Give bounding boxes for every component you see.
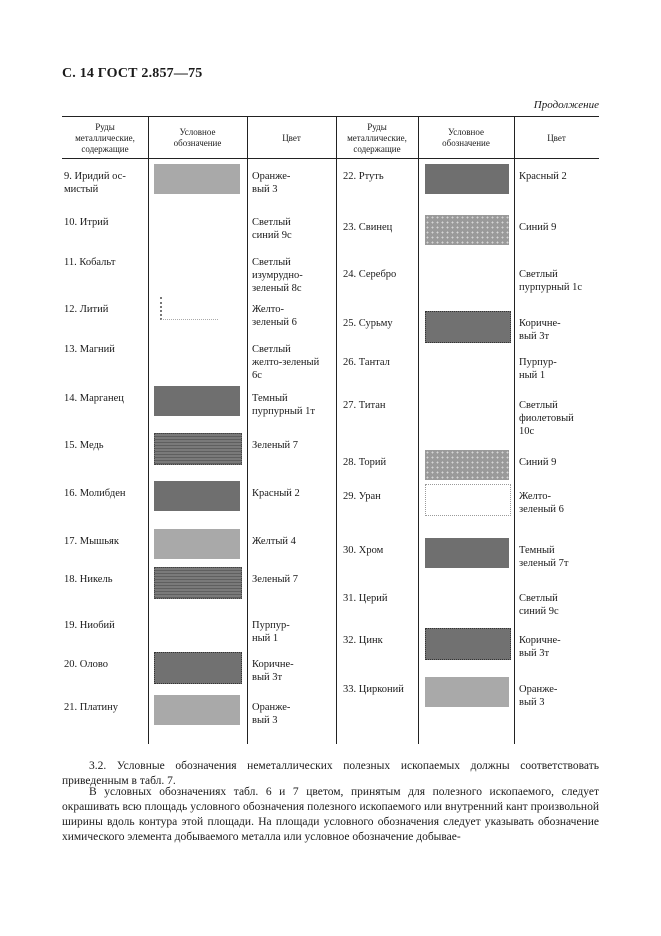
color-name-line: Светлый: [252, 344, 291, 355]
ore-name-line: 27. Титан: [343, 400, 386, 411]
color-name-line: Светлый: [519, 400, 558, 411]
color-name-line: вый 3: [252, 184, 278, 195]
ore-name-line: 9. Иридий ос-: [64, 171, 126, 182]
color-name-line: вый 3т: [519, 648, 550, 659]
color-name-line: Желто-: [252, 304, 284, 315]
color-name: [252, 619, 336, 645]
ore-name: [64, 392, 148, 405]
color-name-line: вый 3: [252, 715, 278, 726]
color-name-line: желто-зеленый: [252, 357, 320, 368]
symbol-swatch: [154, 164, 240, 194]
color-name-line: Светлый: [519, 269, 558, 280]
ore-name-line: 10. Итрий: [64, 217, 109, 228]
ore-name-line: 31. Церий: [343, 593, 388, 604]
color-name: [252, 535, 336, 548]
color-name-line: Пурпур-: [519, 357, 557, 368]
color-name: [252, 392, 336, 418]
ore-name: [64, 535, 148, 548]
color-name-line: Светлый: [252, 257, 291, 268]
symbol-swatch: [425, 215, 509, 245]
ore-name-line: 30. Хром: [343, 545, 384, 556]
color-name-line: вый 3т: [519, 331, 550, 342]
color-name-line: Оранже-: [252, 702, 291, 713]
color-name-line: Светлый: [252, 217, 291, 228]
ore-name: [64, 256, 148, 269]
symbol-swatch: [425, 484, 511, 516]
color-name: [252, 573, 336, 586]
ore-name-line: мистый: [64, 184, 99, 195]
symbol-swatch: [425, 164, 509, 194]
color-name: [519, 544, 599, 570]
color-name-line: Зеленый 7: [252, 574, 298, 585]
ore-name: [64, 619, 148, 632]
ore-name: [343, 683, 418, 696]
ore-name: [64, 487, 148, 500]
color-name-line: вый 3т: [252, 672, 283, 683]
color-name: [252, 439, 336, 452]
color-name: [519, 268, 599, 294]
color-name-line: зеленый 6: [519, 504, 564, 515]
color-name-line: Коричне-: [519, 635, 561, 646]
ore-name-line: 24. Серебро: [343, 269, 397, 280]
ore-name: [64, 658, 148, 671]
table-header-rule: [62, 158, 599, 159]
column-divider: [247, 116, 248, 744]
ore-name: [64, 343, 148, 356]
symbol-swatch: [154, 386, 240, 416]
ore-name-line: 11. Кобальт: [64, 257, 116, 268]
color-name: [252, 170, 336, 196]
ore-name-line: 32. Цинк: [343, 635, 383, 646]
ore-name-line: 14. Марганец: [64, 393, 124, 404]
color-name: [519, 399, 599, 438]
ore-name-line: 15. Медь: [64, 440, 104, 451]
color-name: [252, 256, 336, 295]
ore-name-line: 33. Цирконий: [343, 684, 404, 695]
table-top-rule: [62, 116, 599, 117]
color-name: [519, 490, 599, 516]
color-name-line: Синий 9: [519, 457, 557, 468]
header-symbol-right: Условное обозначение: [442, 127, 490, 148]
color-name: [519, 221, 599, 234]
color-name-line: изумрудно-: [252, 270, 303, 281]
ore-name: [343, 170, 418, 183]
column-divider: [336, 116, 337, 744]
color-name-line: зеленый 7т: [519, 558, 569, 569]
ore-name-line: 22. Ртуть: [343, 171, 384, 182]
color-name: [252, 216, 336, 242]
header-color-left: Цвет: [282, 132, 301, 143]
ore-name: [343, 268, 418, 281]
color-name: [252, 701, 336, 727]
color-name-line: синий 9с: [252, 230, 292, 241]
color-name-line: зеленый 6: [252, 317, 297, 328]
color-name-line: 10с: [519, 426, 535, 437]
symbol-swatch: [425, 538, 509, 568]
symbol-swatch: [154, 695, 240, 725]
ore-name: [64, 439, 148, 452]
color-name-line: зеленый 8с: [252, 283, 302, 294]
ore-name-line: 17. Мышьяк: [64, 536, 119, 547]
ore-name: [343, 544, 418, 557]
color-name: [519, 170, 599, 183]
paragraph-3-2: 3.2. Условные обозначения неметаллических полезных ископаемых должны соответствовать приведенным в табл. 7.: [62, 760, 599, 787]
symbol-swatch: [425, 311, 511, 343]
ore-name: [343, 490, 418, 503]
column-divider: [418, 116, 419, 744]
color-name: [519, 634, 599, 660]
color-name-line: Желтый 4: [252, 536, 296, 547]
color-name: [519, 592, 599, 618]
ore-name: [343, 456, 418, 469]
color-name-line: Синий 9: [519, 222, 557, 233]
color-name: [519, 317, 599, 343]
color-name-line: Желто-: [519, 491, 551, 502]
color-name-line: ный 1: [252, 633, 279, 644]
symbol-swatch: [425, 677, 509, 707]
header-symbol-left: Условное обозначение: [173, 127, 222, 148]
ore-name: [64, 303, 148, 316]
page-header: С. 14 ГОСТ 2.857—75: [62, 66, 203, 81]
symbol-swatch: [425, 450, 509, 480]
color-name: [519, 683, 599, 709]
ore-name: [343, 592, 418, 605]
ore-name-line: 28. Торий: [343, 457, 387, 468]
paragraph-colors: В условных обозначениях табл. 6 и 7 цветом, принятым для полезного ископаемого, следует окрашивать всю площадь условного обозначения полезного ископаемого или внутренний кант произвольной ширины вдоль контура этой площади. На площади условного обозначения следует указывать обозначение химического элемента добываемого металла или условное обозначение добывае-: [62, 786, 599, 843]
color-name-line: Пурпур-: [252, 620, 290, 631]
column-divider: [514, 116, 515, 744]
ore-name-line: 18. Никель: [64, 574, 113, 585]
symbol-swatch: [425, 628, 511, 660]
ore-name: [64, 216, 148, 229]
header-color-right: Цвет: [547, 132, 566, 143]
continuation-label: Продолжение: [533, 99, 599, 111]
ore-name: [343, 221, 418, 234]
ore-name: [343, 356, 418, 369]
ore-name-line: 19. Ниобий: [64, 620, 115, 631]
color-name: [252, 658, 336, 684]
color-name-line: Оранже-: [252, 171, 291, 182]
color-name: [252, 303, 336, 329]
color-name-line: Коричне-: [519, 318, 561, 329]
color-name: [252, 343, 336, 382]
symbol-swatch: [154, 433, 242, 465]
ore-name-line: 23. Свинец: [343, 222, 393, 233]
ore-name: [343, 317, 418, 330]
color-name-line: пурпурный 1т: [252, 406, 315, 417]
color-name-line: Красный 2: [252, 488, 300, 499]
ore-name: [343, 399, 418, 412]
color-name-line: ный 1: [519, 370, 546, 381]
color-name: [252, 487, 336, 500]
color-name-line: фиолетовый: [519, 413, 574, 424]
symbol-swatch: [154, 529, 240, 559]
ore-name-line: 29. Уран: [343, 491, 381, 502]
ore-name-line: 25. Сурьму: [343, 318, 393, 329]
color-name: [519, 356, 599, 382]
color-name-line: Темный: [519, 545, 555, 556]
color-name-line: 6с: [252, 370, 262, 381]
ore-name-line: 16. Молибден: [64, 488, 126, 499]
color-name-line: вый 3: [519, 697, 545, 708]
color-name-line: Красный 2: [519, 171, 567, 182]
symbol-swatch: [154, 652, 242, 684]
ore-name: [64, 573, 148, 586]
color-name-line: пурпурный 1с: [519, 282, 583, 293]
ore-name-line: 21. Платину: [64, 702, 119, 713]
ore-name: [343, 634, 418, 647]
color-name: [519, 456, 599, 469]
color-name-line: Оранже-: [519, 684, 558, 695]
ore-name-line: 12. Литий: [64, 304, 109, 315]
header-ore-right: Руды металлические, содержащие: [347, 121, 407, 154]
color-name-line: Темный: [252, 393, 288, 404]
color-name-line: Коричне-: [252, 659, 294, 670]
symbol-swatch: [160, 297, 218, 320]
ore-name: [64, 701, 148, 714]
ore-name-line: 13. Магний: [64, 344, 115, 355]
header-ore-left: Руды металлические, содержащие: [75, 121, 135, 154]
symbol-swatch: [154, 567, 242, 599]
ore-name: [64, 170, 148, 196]
ore-name-line: 20. Олово: [64, 659, 108, 670]
color-name-line: Светлый: [519, 593, 558, 604]
column-divider: [148, 116, 149, 744]
color-name-line: Зеленый 7: [252, 440, 298, 451]
ore-name-line: 26. Тантал: [343, 357, 390, 368]
color-name-line: синий 9с: [519, 606, 559, 617]
symbol-swatch: [154, 481, 240, 511]
